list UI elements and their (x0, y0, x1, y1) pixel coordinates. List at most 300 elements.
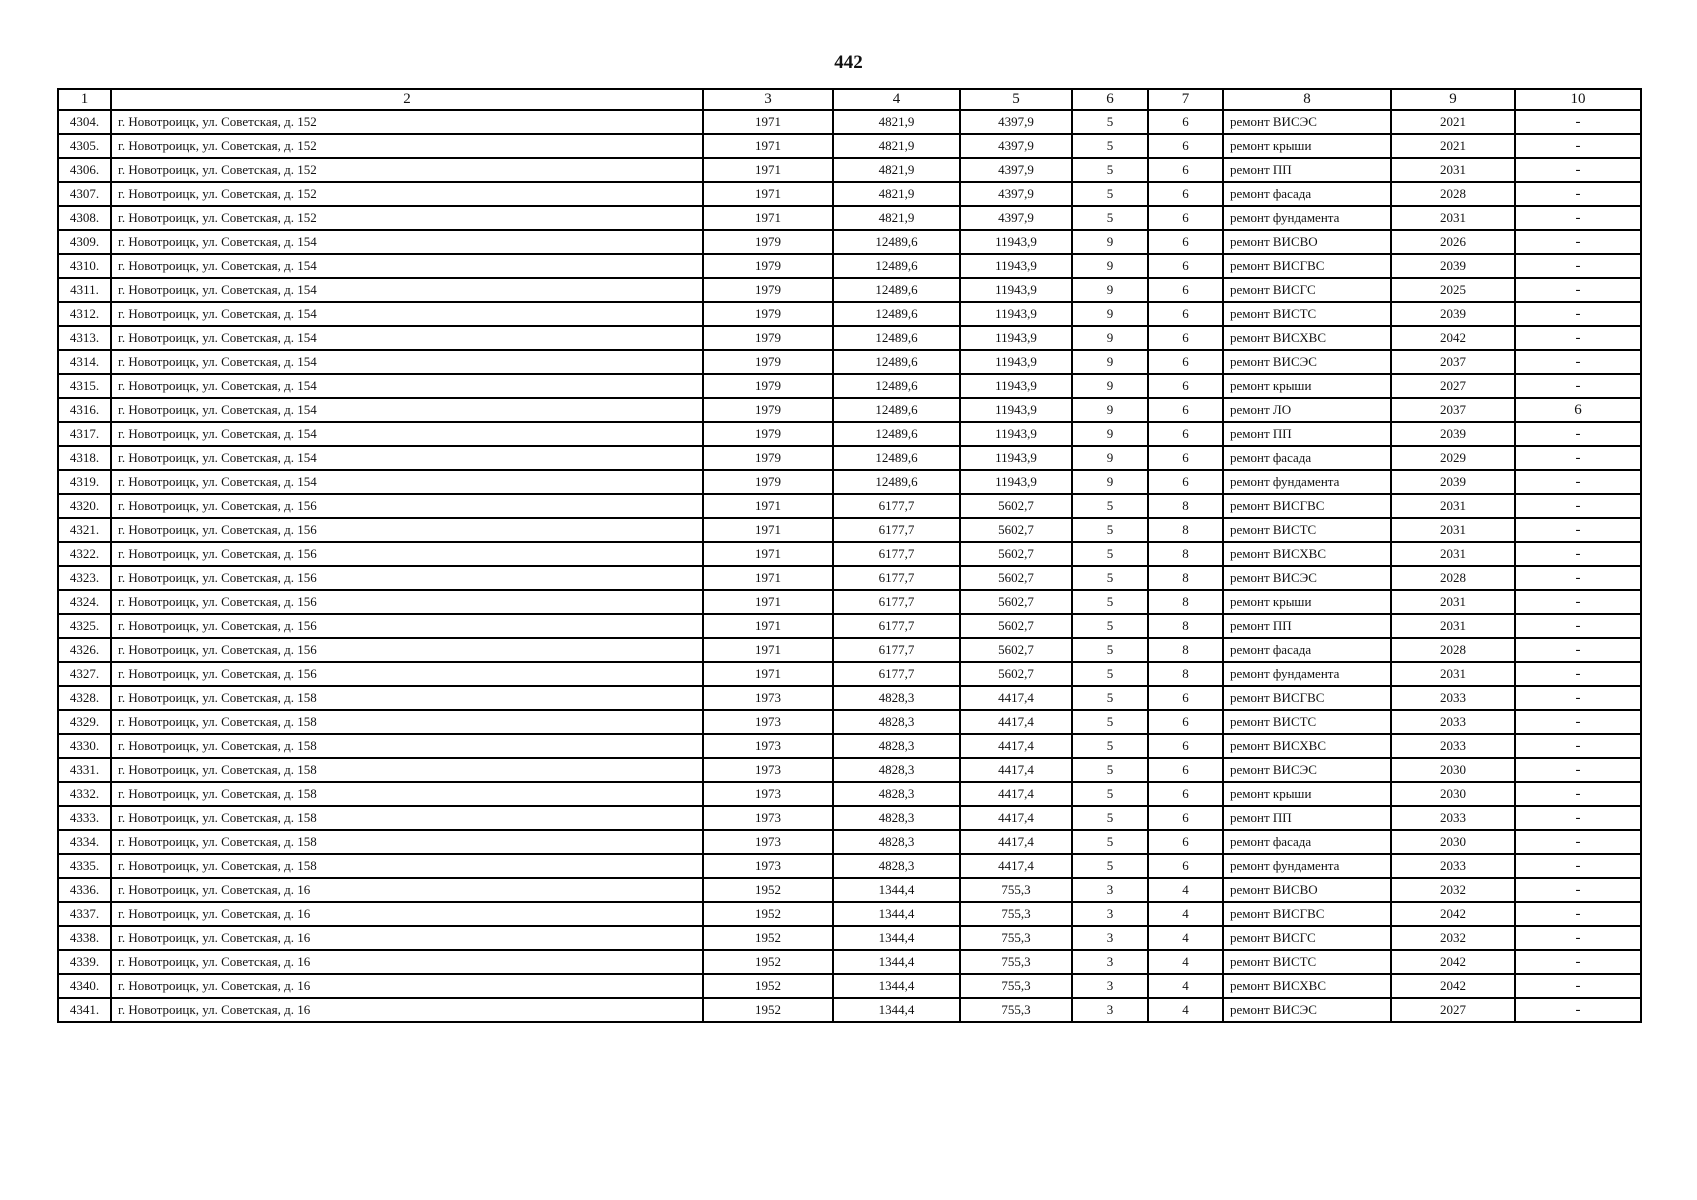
col-10-value-cell: - (1515, 926, 1641, 950)
floors-cell: 9 (1072, 398, 1148, 422)
row-number-cell: 4313. (58, 326, 111, 350)
work-type-cell: ремонт фасада (1223, 638, 1391, 662)
address-cell: г. Новотроицк, ул. Советская, д. 16 (111, 974, 703, 998)
living-area-cell: 4417,4 (960, 830, 1072, 854)
row-number-cell: 4317. (58, 422, 111, 446)
entrances-cell: 6 (1148, 206, 1223, 230)
address-cell: г. Новотроицк, ул. Советская, д. 16 (111, 950, 703, 974)
total-area-cell: 6177,7 (833, 566, 960, 590)
entrances-cell: 4 (1148, 902, 1223, 926)
living-area-cell: 11943,9 (960, 446, 1072, 470)
build-year-cell: 1979 (703, 302, 833, 326)
build-year-cell: 1952 (703, 878, 833, 902)
entrances-cell: 6 (1148, 470, 1223, 494)
table-row (58, 302, 1641, 326)
total-area-cell: 4828,3 (833, 758, 960, 782)
living-area-cell: 4397,9 (960, 134, 1072, 158)
build-year-cell: 1979 (703, 374, 833, 398)
entrances-cell: 6 (1148, 398, 1223, 422)
planned-year-cell: 2021 (1391, 134, 1515, 158)
living-area-cell: 755,3 (960, 974, 1072, 998)
build-year-cell: 1979 (703, 398, 833, 422)
work-type-cell: ремонт фундамента (1223, 854, 1391, 878)
entrances-cell: 6 (1148, 374, 1223, 398)
living-area-cell: 5602,7 (960, 494, 1072, 518)
address-cell: г. Новотроицк, ул. Советская, д. 152 (111, 158, 703, 182)
entrances-cell: 6 (1148, 710, 1223, 734)
living-area-cell: 755,3 (960, 998, 1072, 1022)
column-header: 5 (960, 89, 1072, 110)
col-10-value-cell: - (1515, 518, 1641, 542)
entrances-cell: 4 (1148, 974, 1223, 998)
work-type-cell: ремонт ВИСВО (1223, 230, 1391, 254)
floors-cell: 9 (1072, 374, 1148, 398)
col-10-value-cell: - (1515, 302, 1641, 326)
table-row (58, 350, 1641, 374)
floors-cell: 5 (1072, 110, 1148, 134)
living-area-cell: 5602,7 (960, 566, 1072, 590)
col-10-value-cell: - (1515, 902, 1641, 926)
row-number-cell: 4328. (58, 686, 111, 710)
col-10-value-cell: - (1515, 158, 1641, 182)
total-area-cell: 12489,6 (833, 350, 960, 374)
address-cell: г. Новотроицк, ул. Советская, д. 154 (111, 470, 703, 494)
planned-year-cell: 2039 (1391, 422, 1515, 446)
entrances-cell: 8 (1148, 590, 1223, 614)
living-area-cell: 11943,9 (960, 422, 1072, 446)
address-cell: г. Новотроицк, ул. Советская, д. 156 (111, 494, 703, 518)
total-area-cell: 1344,4 (833, 926, 960, 950)
address-cell: г. Новотроицк, ул. Советская, д. 154 (111, 422, 703, 446)
living-area-cell: 5602,7 (960, 542, 1072, 566)
planned-year-cell: 2042 (1391, 974, 1515, 998)
address-cell: г. Новотроицк, ул. Советская, д. 158 (111, 710, 703, 734)
col-10-value-cell: - (1515, 494, 1641, 518)
row-number-cell: 4338. (58, 926, 111, 950)
row-number-cell: 4312. (58, 302, 111, 326)
build-year-cell: 1973 (703, 806, 833, 830)
total-area-cell: 4821,9 (833, 134, 960, 158)
total-area-cell: 4821,9 (833, 182, 960, 206)
floors-cell: 5 (1072, 134, 1148, 158)
entrances-cell: 4 (1148, 878, 1223, 902)
col-10-value-cell: - (1515, 686, 1641, 710)
entrances-cell: 6 (1148, 326, 1223, 350)
living-area-cell: 755,3 (960, 878, 1072, 902)
floors-cell: 9 (1072, 302, 1148, 326)
work-type-cell: ремонт ВИСЭС (1223, 350, 1391, 374)
living-area-cell: 5602,7 (960, 638, 1072, 662)
build-year-cell: 1971 (703, 662, 833, 686)
table-row (58, 446, 1641, 470)
build-year-cell: 1971 (703, 206, 833, 230)
total-area-cell: 12489,6 (833, 326, 960, 350)
total-area-cell: 6177,7 (833, 542, 960, 566)
floors-cell: 5 (1072, 158, 1148, 182)
row-number-cell: 4330. (58, 734, 111, 758)
address-cell: г. Новотроицк, ул. Советская, д. 154 (111, 398, 703, 422)
build-year-cell: 1971 (703, 638, 833, 662)
work-type-cell: ремонт ВИСТС (1223, 302, 1391, 326)
total-area-cell: 6177,7 (833, 614, 960, 638)
floors-cell: 5 (1072, 614, 1148, 638)
planned-year-cell: 2039 (1391, 254, 1515, 278)
work-type-cell: ремонт фундамента (1223, 662, 1391, 686)
entrances-cell: 8 (1148, 542, 1223, 566)
table-row (58, 230, 1641, 254)
planned-year-cell: 2030 (1391, 782, 1515, 806)
col-10-value-cell: - (1515, 422, 1641, 446)
work-type-cell: ремонт ВИСХВС (1223, 326, 1391, 350)
planned-year-cell: 2033 (1391, 806, 1515, 830)
living-area-cell: 11943,9 (960, 350, 1072, 374)
build-year-cell: 1979 (703, 446, 833, 470)
total-area-cell: 4828,3 (833, 782, 960, 806)
entrances-cell: 6 (1148, 134, 1223, 158)
entrances-cell: 6 (1148, 422, 1223, 446)
col-10-value-cell: - (1515, 182, 1641, 206)
floors-cell: 5 (1072, 758, 1148, 782)
living-area-cell: 4397,9 (960, 158, 1072, 182)
work-type-cell: ремонт фасада (1223, 182, 1391, 206)
work-type-cell: ремонт ВИСГВС (1223, 902, 1391, 926)
build-year-cell: 1971 (703, 590, 833, 614)
entrances-cell: 4 (1148, 950, 1223, 974)
total-area-cell: 4821,9 (833, 110, 960, 134)
column-number-row (58, 89, 1641, 110)
column-header: 2 (111, 89, 703, 110)
table-row (58, 950, 1641, 974)
address-cell: г. Новотроицк, ул. Советская, д. 158 (111, 830, 703, 854)
floors-cell: 9 (1072, 422, 1148, 446)
floors-cell: 5 (1072, 782, 1148, 806)
living-area-cell: 11943,9 (960, 230, 1072, 254)
work-type-cell: ремонт фасада (1223, 446, 1391, 470)
planned-year-cell: 2042 (1391, 326, 1515, 350)
living-area-cell: 5602,7 (960, 518, 1072, 542)
entrances-cell: 4 (1148, 998, 1223, 1022)
row-number-cell: 4331. (58, 758, 111, 782)
row-number-cell: 4325. (58, 614, 111, 638)
work-type-cell: ремонт ВИСГС (1223, 926, 1391, 950)
living-area-cell: 11943,9 (960, 278, 1072, 302)
living-area-cell: 4417,4 (960, 854, 1072, 878)
table-row (58, 110, 1641, 134)
planned-year-cell: 2033 (1391, 686, 1515, 710)
total-area-cell: 1344,4 (833, 902, 960, 926)
table-row (58, 686, 1641, 710)
total-area-cell: 4828,3 (833, 734, 960, 758)
planned-year-cell: 2028 (1391, 182, 1515, 206)
row-number-cell: 4332. (58, 782, 111, 806)
address-cell: г. Новотроицк, ул. Советская, д. 158 (111, 686, 703, 710)
table-row (58, 494, 1641, 518)
work-type-cell: ремонт ВИСГВС (1223, 494, 1391, 518)
planned-year-cell: 2031 (1391, 518, 1515, 542)
build-year-cell: 1952 (703, 950, 833, 974)
total-area-cell: 1344,4 (833, 998, 960, 1022)
address-cell: г. Новотроицк, ул. Советская, д. 156 (111, 518, 703, 542)
col-10-value-cell: - (1515, 590, 1641, 614)
table-row (58, 662, 1641, 686)
floors-cell: 9 (1072, 278, 1148, 302)
living-area-cell: 4397,9 (960, 182, 1072, 206)
build-year-cell: 1979 (703, 350, 833, 374)
work-type-cell: ремонт ВИСХВС (1223, 974, 1391, 998)
table-row (58, 374, 1641, 398)
entrances-cell: 6 (1148, 830, 1223, 854)
total-area-cell: 4821,9 (833, 206, 960, 230)
build-year-cell: 1973 (703, 686, 833, 710)
floors-cell: 5 (1072, 734, 1148, 758)
row-number-cell: 4304. (58, 110, 111, 134)
col-10-value-cell: - (1515, 134, 1641, 158)
row-number-cell: 4319. (58, 470, 111, 494)
build-year-cell: 1971 (703, 542, 833, 566)
row-number-cell: 4310. (58, 254, 111, 278)
total-area-cell: 4828,3 (833, 854, 960, 878)
planned-year-cell: 2027 (1391, 374, 1515, 398)
total-area-cell: 12489,6 (833, 254, 960, 278)
col-10-value-cell: - (1515, 326, 1641, 350)
planned-year-cell: 2028 (1391, 638, 1515, 662)
table-row (58, 974, 1641, 998)
address-cell: г. Новотроицк, ул. Советская, д. 158 (111, 758, 703, 782)
entrances-cell: 6 (1148, 758, 1223, 782)
living-area-cell: 4397,9 (960, 110, 1072, 134)
entrances-cell: 6 (1148, 686, 1223, 710)
row-number-cell: 4335. (58, 854, 111, 878)
col-10-value-cell: - (1515, 710, 1641, 734)
total-area-cell: 12489,6 (833, 278, 960, 302)
work-type-cell: ремонт ВИСГВС (1223, 686, 1391, 710)
floors-cell: 3 (1072, 998, 1148, 1022)
col-10-value-cell: - (1515, 446, 1641, 470)
floors-cell: 5 (1072, 638, 1148, 662)
entrances-cell: 8 (1148, 662, 1223, 686)
col-10-value-cell: - (1515, 782, 1641, 806)
total-area-cell: 1344,4 (833, 950, 960, 974)
planned-year-cell: 2032 (1391, 926, 1515, 950)
planned-year-cell: 2031 (1391, 494, 1515, 518)
floors-cell: 5 (1072, 806, 1148, 830)
column-header: 9 (1391, 89, 1515, 110)
col-10-value-cell: - (1515, 806, 1641, 830)
build-year-cell: 1979 (703, 278, 833, 302)
floors-cell: 3 (1072, 950, 1148, 974)
living-area-cell: 755,3 (960, 926, 1072, 950)
entrances-cell: 6 (1148, 806, 1223, 830)
row-number-cell: 4307. (58, 182, 111, 206)
build-year-cell: 1979 (703, 470, 833, 494)
work-type-cell: ремонт ВИСТС (1223, 518, 1391, 542)
work-type-cell: ремонт фасада (1223, 830, 1391, 854)
total-area-cell: 12489,6 (833, 446, 960, 470)
table-row (58, 134, 1641, 158)
table-row (58, 518, 1641, 542)
address-cell: г. Новотроицк, ул. Советская, д. 154 (111, 278, 703, 302)
build-year-cell: 1979 (703, 326, 833, 350)
col-10-value-cell: - (1515, 830, 1641, 854)
planned-year-cell: 2042 (1391, 902, 1515, 926)
floors-cell: 5 (1072, 710, 1148, 734)
floors-cell: 5 (1072, 686, 1148, 710)
entrances-cell: 8 (1148, 566, 1223, 590)
col-10-value-cell: - (1515, 566, 1641, 590)
col-10-value-cell: - (1515, 950, 1641, 974)
living-area-cell: 11943,9 (960, 254, 1072, 278)
table-row (58, 614, 1641, 638)
floors-cell: 5 (1072, 830, 1148, 854)
address-cell: г. Новотроицк, ул. Советская, д. 154 (111, 254, 703, 278)
page-number: 442 (834, 52, 863, 73)
col-10-value-cell: - (1515, 350, 1641, 374)
floors-cell: 5 (1072, 854, 1148, 878)
col-10-value-cell: - (1515, 734, 1641, 758)
work-type-cell: ремонт крыши (1223, 374, 1391, 398)
floors-cell: 3 (1072, 902, 1148, 926)
table-row (58, 326, 1641, 350)
address-cell: г. Новотроицк, ул. Советская, д. 156 (111, 662, 703, 686)
table-row (58, 710, 1641, 734)
work-type-cell: ремонт крыши (1223, 134, 1391, 158)
planned-year-cell: 2031 (1391, 662, 1515, 686)
address-cell: г. Новотроицк, ул. Советская, д. 156 (111, 614, 703, 638)
address-cell: г. Новотроицк, ул. Советская, д. 154 (111, 230, 703, 254)
row-number-cell: 4339. (58, 950, 111, 974)
entrances-cell: 8 (1148, 518, 1223, 542)
planned-year-cell: 2039 (1391, 302, 1515, 326)
table-row (58, 830, 1641, 854)
entrances-cell: 6 (1148, 182, 1223, 206)
work-type-cell: ремонт ПП (1223, 158, 1391, 182)
floors-cell: 5 (1072, 542, 1148, 566)
living-area-cell: 4417,4 (960, 806, 1072, 830)
total-area-cell: 4828,3 (833, 710, 960, 734)
table-row (58, 398, 1641, 422)
work-type-cell: ремонт фундамента (1223, 470, 1391, 494)
column-header: 8 (1223, 89, 1391, 110)
total-area-cell: 6177,7 (833, 494, 960, 518)
total-area-cell: 6177,7 (833, 638, 960, 662)
total-area-cell: 12489,6 (833, 374, 960, 398)
table-row (58, 158, 1641, 182)
floors-cell: 9 (1072, 470, 1148, 494)
col-10-value-cell: - (1515, 854, 1641, 878)
table-row (58, 878, 1641, 902)
column-header: 10 (1515, 89, 1641, 110)
planned-year-cell: 2025 (1391, 278, 1515, 302)
build-year-cell: 1952 (703, 926, 833, 950)
work-type-cell: ремонт ПП (1223, 806, 1391, 830)
total-area-cell: 4828,3 (833, 686, 960, 710)
planned-year-cell: 2030 (1391, 830, 1515, 854)
planned-year-cell: 2031 (1391, 158, 1515, 182)
col-10-value-cell: - (1515, 206, 1641, 230)
living-area-cell: 4417,4 (960, 710, 1072, 734)
total-area-cell: 12489,6 (833, 422, 960, 446)
work-type-cell: ремонт ВИСЭС (1223, 998, 1391, 1022)
planned-year-cell: 2042 (1391, 950, 1515, 974)
column-header: 3 (703, 89, 833, 110)
col-10-value-cell: - (1515, 110, 1641, 134)
column-header: 4 (833, 89, 960, 110)
floors-cell: 5 (1072, 518, 1148, 542)
total-area-cell: 4828,3 (833, 806, 960, 830)
col-10-value-cell: - (1515, 998, 1641, 1022)
work-type-cell: ремонт ВИСЭС (1223, 566, 1391, 590)
total-area-cell: 4828,3 (833, 830, 960, 854)
work-type-cell: ремонт ВИСТС (1223, 710, 1391, 734)
floors-cell: 5 (1072, 206, 1148, 230)
living-area-cell: 4417,4 (960, 782, 1072, 806)
address-cell: г. Новотроицк, ул. Советская, д. 156 (111, 590, 703, 614)
living-area-cell: 4397,9 (960, 206, 1072, 230)
total-area-cell: 12489,6 (833, 230, 960, 254)
planned-year-cell: 2031 (1391, 206, 1515, 230)
total-area-cell: 12489,6 (833, 470, 960, 494)
total-area-cell: 12489,6 (833, 398, 960, 422)
row-number-cell: 4334. (58, 830, 111, 854)
table-row (58, 278, 1641, 302)
build-year-cell: 1979 (703, 254, 833, 278)
living-area-cell: 5602,7 (960, 614, 1072, 638)
row-number-cell: 4305. (58, 134, 111, 158)
total-area-cell: 1344,4 (833, 974, 960, 998)
build-year-cell: 1973 (703, 758, 833, 782)
address-cell: г. Новотроицк, ул. Советская, д. 16 (111, 902, 703, 926)
table-row (58, 182, 1641, 206)
total-area-cell: 6177,7 (833, 518, 960, 542)
row-number-cell: 4318. (58, 446, 111, 470)
work-type-cell: ремонт ВИСГС (1223, 278, 1391, 302)
build-year-cell: 1971 (703, 134, 833, 158)
build-year-cell: 1973 (703, 734, 833, 758)
row-number-cell: 4326. (58, 638, 111, 662)
table-row (58, 902, 1641, 926)
column-header: 1 (58, 89, 111, 110)
address-cell: г. Новотроицк, ул. Советская, д. 154 (111, 350, 703, 374)
col-10-value-cell: - (1515, 278, 1641, 302)
planned-year-cell: 2031 (1391, 614, 1515, 638)
living-area-cell: 11943,9 (960, 326, 1072, 350)
entrances-cell: 4 (1148, 926, 1223, 950)
planned-year-cell: 2029 (1391, 446, 1515, 470)
entrances-cell: 6 (1148, 278, 1223, 302)
address-cell: г. Новотроицк, ул. Советская, д. 152 (111, 110, 703, 134)
work-type-cell: ремонт ЛО (1223, 398, 1391, 422)
build-year-cell: 1973 (703, 782, 833, 806)
address-cell: г. Новотроицк, ул. Советская, д. 156 (111, 638, 703, 662)
row-number-cell: 4333. (58, 806, 111, 830)
col-10-value-cell: - (1515, 614, 1641, 638)
planned-year-cell: 2028 (1391, 566, 1515, 590)
address-cell: г. Новотроицк, ул. Советская, д. 152 (111, 134, 703, 158)
living-area-cell: 11943,9 (960, 302, 1072, 326)
work-type-cell: ремонт ВИСХВС (1223, 734, 1391, 758)
row-number-cell: 4329. (58, 710, 111, 734)
entrances-cell: 6 (1148, 350, 1223, 374)
entrances-cell: 8 (1148, 614, 1223, 638)
work-type-cell: ремонт ВИСВО (1223, 878, 1391, 902)
address-cell: г. Новотроицк, ул. Советская, д. 158 (111, 854, 703, 878)
living-area-cell: 755,3 (960, 902, 1072, 926)
column-header: 7 (1148, 89, 1223, 110)
row-number-cell: 4321. (58, 518, 111, 542)
address-cell: г. Новотроицк, ул. Советская, д. 154 (111, 326, 703, 350)
row-number-cell: 4323. (58, 566, 111, 590)
address-cell: г. Новотроицк, ул. Советская, д. 156 (111, 542, 703, 566)
